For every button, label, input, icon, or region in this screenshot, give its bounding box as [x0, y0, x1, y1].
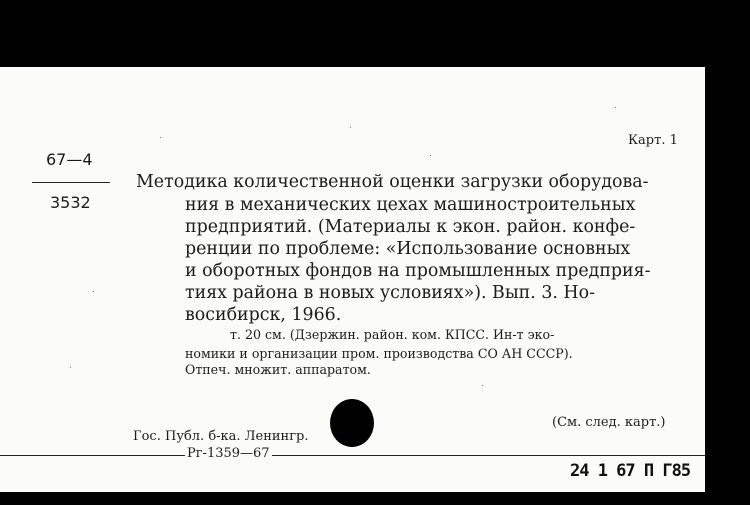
- entry-line-3: предприятий. (Материалы к экон. район. конфе-: [185, 217, 636, 237]
- entry-line-7: восибирск, 1966.: [185, 305, 342, 325]
- card-number: Карт. 1: [628, 133, 678, 148]
- description-line-3: Отпеч. множит. аппаратом.: [185, 362, 371, 377]
- speck: [430, 155, 431, 156]
- see-next-card: (См. след. карт.): [552, 415, 666, 430]
- speck: [93, 291, 94, 292]
- call-number-bottom: 3532: [50, 193, 91, 212]
- speck: [350, 127, 351, 128]
- description-line-1: т. 20 см. (Дзержин. район. ком. КПСС. Ин-т эко-: [230, 327, 555, 342]
- speck: [70, 367, 71, 368]
- library-stamp-text: Гос. Публ. б-ка. Ленингр.: [133, 429, 309, 444]
- speck: [615, 107, 616, 108]
- entry-line-1: Методика количественной оценки загрузки оборудова-: [136, 172, 649, 192]
- bottom-rule: [0, 455, 705, 456]
- print-order-number: Рг-1359—67: [187, 446, 270, 461]
- entry-line-5: и оборотных фондов на промышленных предприя-: [185, 261, 651, 281]
- speck: [160, 137, 161, 138]
- speck: [482, 385, 483, 386]
- entry-line-6: тиях района в новых условиях»). Вып. 3. Но-: [185, 283, 595, 303]
- entry-line-2: ния в механических цехах машиностроительных: [185, 195, 636, 215]
- call-number-top: 67—4: [46, 150, 93, 169]
- catalog-card: [0, 67, 705, 492]
- call-number-divider: [32, 182, 110, 183]
- ink-stamp-blot: [330, 399, 374, 447]
- handwritten-note: 24 1 67 П Г85: [570, 461, 691, 481]
- entry-line-4: ренции по проблеме: «Использование основных: [185, 239, 631, 259]
- description-line-2: номики и организации пром. производства СО АН СССР).: [185, 346, 573, 361]
